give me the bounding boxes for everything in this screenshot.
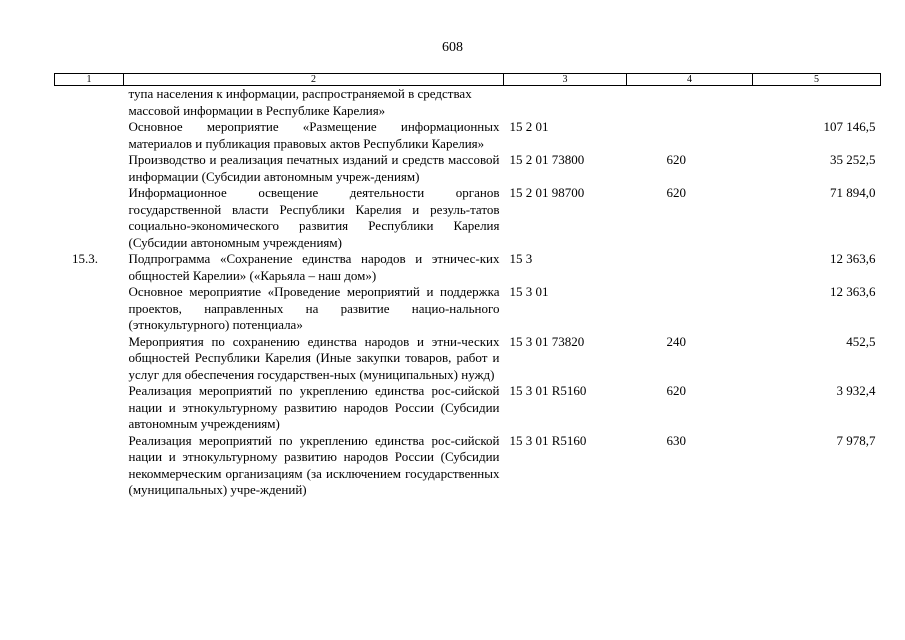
table-row (55, 334, 881, 384)
budget-table-container (54, 73, 880, 499)
row-type: 620 (666, 152, 686, 167)
table-row (55, 152, 881, 185)
header-col-5: 5 (753, 74, 881, 86)
row-name: Мероприятия по сохранению единства народов и этни-ческих общностей Республики Карелия (Иные закупки товаров, работ и услуг для обеспечения государствен-ных (муниципальных) нужд) (128, 333, 500, 382)
row-type (627, 284, 753, 334)
row-type (627, 251, 753, 284)
row-amount: 12 363,6 (830, 284, 876, 299)
row-amount: 35 252,5 (830, 152, 876, 167)
header-col-2: 2 (124, 74, 504, 86)
row-name: Производство и реализация печатных изданий и средств массовой информации (Субсидии автономным учреж-дениям) (128, 152, 500, 184)
row-type: 620 (666, 383, 686, 398)
row-amount: 452,5 (846, 333, 876, 349)
row-name: Основное мероприятие «Размещение информационных материалов и публикация правовых актов Республики Карелия» (128, 119, 500, 151)
row-code: 15 2 01 (509, 119, 549, 134)
table-row (55, 119, 881, 152)
row-name: Реализация мероприятий по укреплению единства рос-сийской нации и этнокультурному развитию народов России (Субсидии некоммерческим организациям (за исключением государственных (муниципальных) учре-ждений) (128, 432, 500, 497)
table-body (55, 86, 881, 499)
table-row (55, 251, 881, 284)
row-number (55, 383, 124, 433)
row-name: Реализация мероприятий по укреплению единства рос-сийской нации и этнокультурному развитию народов России (Субсидии автономным учреждениям) (128, 383, 500, 431)
row-code: 15 3 01 73820 (509, 333, 585, 349)
row-amount: 12 363,6 (830, 251, 876, 266)
row-code: 15 3 01 (509, 284, 549, 299)
table-row (55, 383, 881, 433)
row-code (504, 86, 627, 120)
row-number (55, 185, 124, 251)
row-name: Подпрограмма «Сохранение единства народов и этничес-ких общностей Карелии» («Карьяла – наш дом») (128, 251, 500, 283)
budget-table (54, 73, 881, 499)
row-type: 620 (666, 185, 686, 200)
row-name: Информационное освещение деятельности органов государственной власти Республики Карелия и резуль-татов социально-экономического развития Республики Карелия (Субсидии автономным учреждениям) (128, 185, 500, 250)
header-col-4: 4 (627, 74, 753, 86)
row-amount (753, 86, 881, 120)
row-code: 15 2 01 98700 (509, 185, 585, 200)
table-row (55, 185, 881, 251)
row-type (627, 119, 753, 152)
row-number: 15.3. (72, 251, 98, 266)
row-code: 15 3 (509, 251, 533, 266)
row-amount: 107 146,5 (823, 119, 876, 134)
row-amount: 7 978,7 (836, 432, 876, 448)
row-number (55, 152, 124, 185)
row-amount: 71 894,0 (830, 185, 876, 200)
row-number (55, 433, 124, 499)
row-number (55, 119, 124, 152)
row-type: 240 (666, 333, 686, 349)
row-number (55, 334, 124, 384)
header-row (55, 74, 881, 86)
page-number: 608 (442, 40, 463, 55)
row-name: тупа населения к информации, распространяемой в средствах массовой информации в Республике Карелия» (128, 86, 472, 118)
row-code: 15 2 01 73800 (509, 152, 585, 167)
header-col-1: 1 (55, 74, 124, 86)
row-number (55, 86, 124, 120)
table-row (55, 284, 881, 334)
table-row (55, 86, 881, 120)
table-row (55, 433, 881, 499)
header-col-3: 3 (504, 74, 627, 86)
row-type: 630 (666, 432, 686, 448)
row-code: 15 3 01 R5160 (509, 432, 587, 448)
table-header (55, 74, 881, 86)
row-number (55, 284, 124, 334)
row-type (627, 86, 753, 120)
row-amount: 3 932,4 (836, 383, 876, 398)
row-name: Основное мероприятие «Проведение мероприятий и поддержка проектов, направленных на развитие нацио-нального (этнокультурного) потенциала» (128, 284, 500, 332)
row-code: 15 3 01 R5160 (509, 383, 587, 398)
